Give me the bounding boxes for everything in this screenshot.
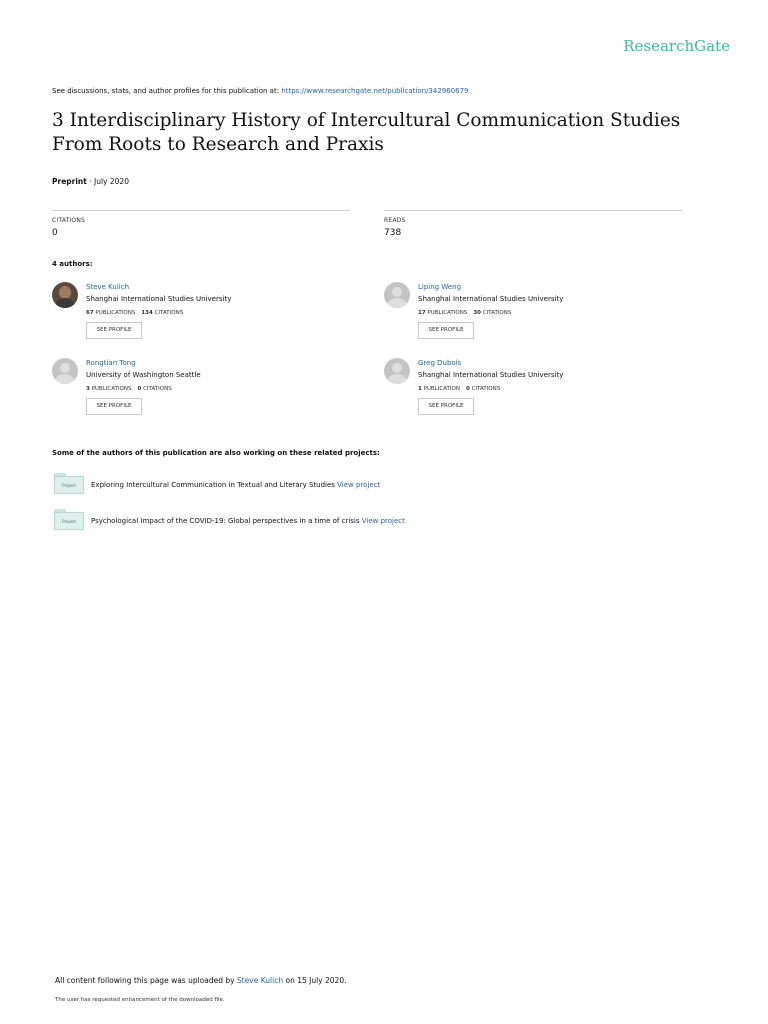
author-card [52, 358, 352, 424]
author-stats [418, 386, 500, 392]
default-avatar-icon[interactable] [52, 358, 78, 384]
authors-heading: 4 authors: [52, 260, 93, 268]
related-project-item [91, 517, 405, 525]
project-folder-icon[interactable] [54, 473, 84, 493]
reads-label: READS [384, 217, 406, 224]
publication-title: 3 Interdisciplinary History of Intercultural Communication Studies From Roots to Research and Praxis [52, 110, 681, 155]
citations-label: CITATIONS [482, 310, 512, 316]
citations-count: 0 [137, 386, 142, 392]
enhancement-note: The user has requested enhancement of the downloaded file. [55, 997, 225, 1003]
publication-type-date [52, 177, 129, 186]
author-name-link[interactable]: Steve Kulich [86, 283, 130, 291]
project-icon-label: Project [54, 476, 84, 494]
author-stats [86, 386, 172, 392]
discussion-prefix: See discussions, stats, and author profiles for this publication at: [52, 87, 282, 95]
default-avatar-icon[interactable] [384, 358, 410, 384]
see-profile-button[interactable]: SEE PROFILE [418, 398, 474, 415]
project-icon-label: Project [54, 512, 84, 530]
see-profile-button[interactable]: SEE PROFILE [86, 322, 142, 339]
publications-count: 1 [418, 386, 422, 392]
related-project-item [91, 481, 380, 489]
view-project-link[interactable]: View project [337, 481, 381, 489]
publications-count: 17 [418, 310, 426, 316]
researchgate-logo[interactable]: ResearchGate [623, 37, 730, 55]
publication-url-link[interactable]: https://www.researchgate.net/publication/342960679 [281, 87, 469, 95]
author-stats [86, 310, 183, 316]
uploader-link[interactable]: Steve Kulich [236, 976, 284, 985]
author-stats [418, 310, 511, 316]
publications-label: PUBLICATIONS [91, 386, 132, 392]
project-title: Psychological Impact of the COVID-19: Global perspectives in a time of crisis [91, 517, 360, 525]
citations-count: 134 [141, 310, 153, 316]
see-profile-button[interactable]: SEE PROFILE [418, 322, 474, 339]
upload-notice [55, 976, 346, 985]
default-avatar-icon[interactable] [384, 282, 410, 308]
reads-value: 738 [384, 228, 402, 238]
citations-label: CITATIONS [154, 310, 184, 316]
publications-count: 3 [86, 386, 90, 392]
related-projects-heading: Some of the authors of this publication are also working on these related projects: [52, 449, 380, 457]
citations-divider [52, 210, 350, 211]
author-card [384, 358, 684, 424]
discussion-line [52, 87, 469, 95]
author-affiliation: Shanghai International Studies University [86, 295, 232, 303]
author-affiliation: Shanghai International Studies University [418, 371, 564, 379]
publications-count: 67 [86, 310, 94, 316]
upload-suffix: on 15 July 2020. [283, 976, 347, 985]
upload-prefix: All content following this page was uploaded by [55, 976, 237, 985]
publications-label: PUBLICATIONS [95, 310, 136, 316]
author-affiliation: University of Washington Seattle [86, 371, 201, 379]
publication-date: · July 2020 [86, 177, 129, 186]
citations-count: 0 [465, 386, 470, 392]
author-name-link[interactable]: Liping Weng [418, 283, 462, 291]
author-card [384, 282, 684, 348]
author-name-link[interactable]: Rongtian Tong [86, 359, 136, 367]
author-photo[interactable] [52, 282, 78, 308]
citations-label: CITATIONS [471, 386, 501, 392]
project-title: Exploring Intercultural Communication in Textual and Literary Studies [91, 481, 335, 489]
see-profile-button[interactable]: SEE PROFILE [86, 398, 142, 415]
view-project-link[interactable]: View project [361, 517, 405, 525]
author-affiliation: Shanghai International Studies University [418, 295, 564, 303]
publication-type: Preprint [52, 177, 87, 186]
author-card [52, 282, 352, 348]
publications-label: PUBLICATION [423, 386, 460, 392]
citations-count: 30 [473, 310, 481, 316]
citations-value: 0 [52, 228, 58, 238]
citations-label: CITATIONS [143, 386, 172, 392]
citations-label: CITATIONS [52, 217, 86, 224]
publications-label: PUBLICATIONS [427, 310, 468, 316]
reads-divider [384, 210, 682, 211]
author-name-link[interactable]: Greg Dubois [418, 359, 462, 367]
project-folder-icon[interactable] [54, 509, 84, 529]
